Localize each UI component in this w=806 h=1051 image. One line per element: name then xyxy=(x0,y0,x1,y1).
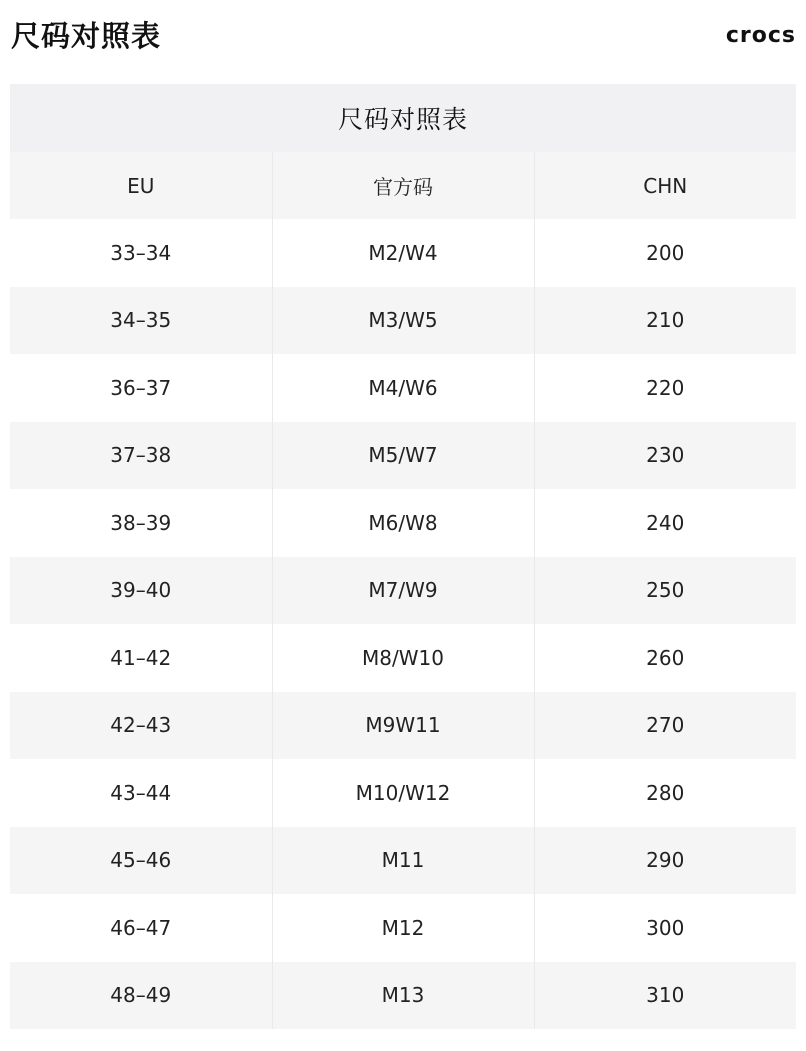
cell-official-size: M9W11 xyxy=(272,692,534,760)
cell-chn: 230 xyxy=(534,422,796,490)
cell-chn: 290 xyxy=(534,827,796,895)
table-row xyxy=(10,624,796,692)
cell-eu: 42–43 xyxy=(10,692,272,760)
brand-name: crocs xyxy=(725,23,796,48)
page-title: 尺码对照表 xyxy=(11,19,162,53)
cell-chn: 250 xyxy=(534,557,796,625)
cell-eu: 45–46 xyxy=(10,827,272,895)
cell-eu: 41–42 xyxy=(10,624,272,692)
cell-chn: 280 xyxy=(534,759,796,827)
cell-eu: 43–44 xyxy=(10,759,272,827)
table-row xyxy=(10,219,796,287)
cell-eu: 37–38 xyxy=(10,422,272,490)
table-row xyxy=(10,894,796,962)
column-header-eu: EU xyxy=(10,152,272,219)
table-row xyxy=(10,422,796,490)
cell-official-size: M5/W7 xyxy=(272,422,534,490)
cell-chn: 240 xyxy=(534,489,796,557)
table-body xyxy=(10,219,796,1029)
cell-eu: 38–39 xyxy=(10,489,272,557)
cell-eu: 46–47 xyxy=(10,894,272,962)
cell-chn: 210 xyxy=(534,287,796,355)
cell-official-size: M13 xyxy=(272,962,534,1030)
cell-chn: 220 xyxy=(534,354,796,422)
cell-chn: 200 xyxy=(534,219,796,287)
cell-chn: 300 xyxy=(534,894,796,962)
cell-chn: 260 xyxy=(534,624,796,692)
table-row xyxy=(10,962,796,1030)
cell-chn: 310 xyxy=(534,962,796,1030)
table-row xyxy=(10,354,796,422)
size-chart-table xyxy=(10,84,796,1029)
page-header xyxy=(0,0,806,80)
cell-official-size: M11 xyxy=(272,827,534,895)
table-row xyxy=(10,287,796,355)
table-caption-row xyxy=(10,84,796,152)
table-row xyxy=(10,489,796,557)
cell-official-size: M10/W12 xyxy=(272,759,534,827)
column-header-chn: CHN xyxy=(534,152,796,219)
cell-official-size: M2/W4 xyxy=(272,219,534,287)
cell-eu: 34–35 xyxy=(10,287,272,355)
column-header-official: 官方码 xyxy=(272,152,534,219)
table-caption: 尺码对照表 xyxy=(10,84,796,152)
cell-official-size: M7/W9 xyxy=(272,557,534,625)
cell-eu: 39–40 xyxy=(10,557,272,625)
cell-chn: 270 xyxy=(534,692,796,760)
table-row xyxy=(10,557,796,625)
cell-eu: 36–37 xyxy=(10,354,272,422)
table-row xyxy=(10,827,796,895)
cell-eu: 33–34 xyxy=(10,219,272,287)
cell-eu: 48–49 xyxy=(10,962,272,1030)
crocs-logo xyxy=(726,20,796,52)
table-row xyxy=(10,692,796,760)
cell-official-size: M6/W8 xyxy=(272,489,534,557)
cell-official-size: M3/W5 xyxy=(272,287,534,355)
table-header-row xyxy=(10,152,796,219)
table-row xyxy=(10,759,796,827)
cell-official-size: M12 xyxy=(272,894,534,962)
cell-official-size: M8/W10 xyxy=(272,624,534,692)
cell-official-size: M4/W6 xyxy=(272,354,534,422)
